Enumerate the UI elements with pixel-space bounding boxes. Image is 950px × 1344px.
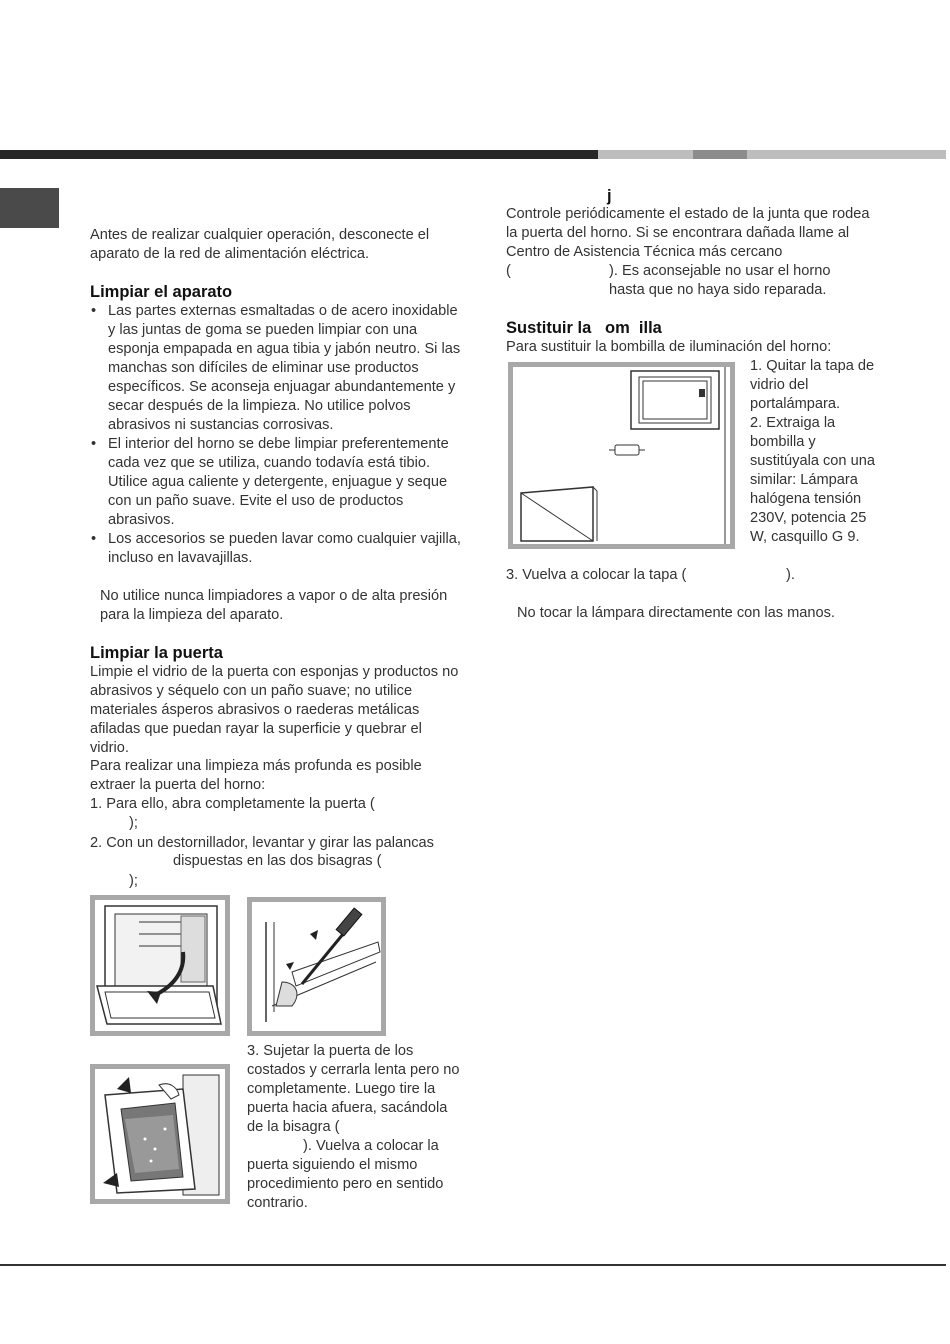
bottom-rule: [0, 1264, 946, 1266]
list-item: • Los accesorios se pueden lavar como cualquier vajilla, incluso en lavavajillas.: [90, 530, 462, 568]
bulb-step-3: 3. Vuelva a colocar la tapa (: [506, 567, 687, 583]
list-item: • El interior del horno se debe limpiar preferentemente cada vez que se utiliza, cuando todavía está tibio. Utilice agua caliente y detergente, enjuague y seque con un paño suave. Evite el uso de productos abrasivos.: [90, 435, 462, 530]
bulb-note: No tocar la lámpara directamente con las manos.: [517, 605, 835, 621]
step-2-text-cont: dispuestas en las dos bisagras (: [173, 853, 382, 869]
remove-door-figure: [90, 1064, 230, 1204]
gasket-paragraph-cont: ). Es aconsejable no usar el horno hasta que no haya sido reparada.: [609, 263, 831, 298]
bulb-intro: Para sustituir la bombilla de iluminación del horno:: [506, 339, 832, 355]
step-2-end: );: [129, 873, 138, 889]
section-heading-clean-door: Limpiar la puerta: [90, 644, 223, 662]
oven-door-open-figure: [90, 895, 230, 1036]
step-3-end: ). Vuelva a colocar la puerta siguiendo el mismo procedimiento pero en sentido contrario.: [247, 1138, 444, 1211]
section-heading-clean-appliance: Limpiar el aparato: [90, 283, 233, 301]
bulb-step-3-end: ).: [786, 567, 795, 583]
door-paragraph-1: Limpie el vidrio de la puerta con esponjas y productos no abrasivos y séquelo con un paño suave; no utilice materiales ásperos abrasivos o raederas metálicas afiladas que puedan rayar la superficie y quebrar el vidrio.: [90, 664, 459, 756]
gasket-paragraph: Controle periódicamente el estado de la junta que rodea la puerta del horno. Si se encontrara dañada llame al Centro de Asistencia Técnica más cercano: [506, 206, 870, 260]
step-3-text: 3. Sujetar la puerta de los costados y cerrarla lenta pero no completamente. Luego tire la puerta hacia afuera, sacándola de la bisagra (: [247, 1043, 460, 1135]
hinge-lever-figure: [247, 897, 386, 1036]
header-bar-mid: [693, 150, 747, 159]
steam-note: No utilice nunca limpiadores a vapor o de alta presión para la limpieza del aparato.: [100, 588, 448, 623]
language-tab: [0, 188, 59, 228]
intro-text: Antes de realizar cualquier operación, desconecte el aparato de la red de alimentación eléctrica.: [90, 227, 430, 262]
header-bar-light-right: [747, 150, 946, 159]
header-bar-dark: [0, 150, 598, 159]
gasket-paren-open: (: [506, 263, 511, 279]
bulb-steps: 1. Quitar la tapa de vidrio del portalámpara. 2. Extraiga la bombilla y sustitúyala con una similar: Lámpara halógena tensión 230V, potencia 25 W, casquillo G 9.: [750, 358, 875, 545]
oven-lamp-figure: [508, 362, 735, 549]
step-1-end: );: [129, 815, 138, 831]
step-1-text: 1. Para ello, abra completamente la puerta (: [90, 796, 375, 812]
bulb-heading: Sustituir la om illa: [506, 319, 662, 337]
cleaning-bullets: [90, 302, 462, 568]
header-bar-light: [598, 150, 693, 159]
step-2-text: 2. Con un destornillador, levantar y girar las palancas: [90, 835, 434, 851]
door-paragraph-2: Para realizar una limpieza más profunda es posible extraer la puerta del horno:: [90, 758, 422, 793]
gasket-heading: j: [607, 187, 612, 205]
list-item: • Las partes externas esmaltadas o de acero inoxidable y las juntas de goma se pueden limpiar con una esponja empapada en agua tibia y jabón neutro. Si las manchas son difíciles de eliminar use productos específicos. Se aconseja enjuagar abundantemente y secar después de la limpieza. No utilice polvos abrasivos ni sustancias corrosivas.: [90, 302, 462, 435]
